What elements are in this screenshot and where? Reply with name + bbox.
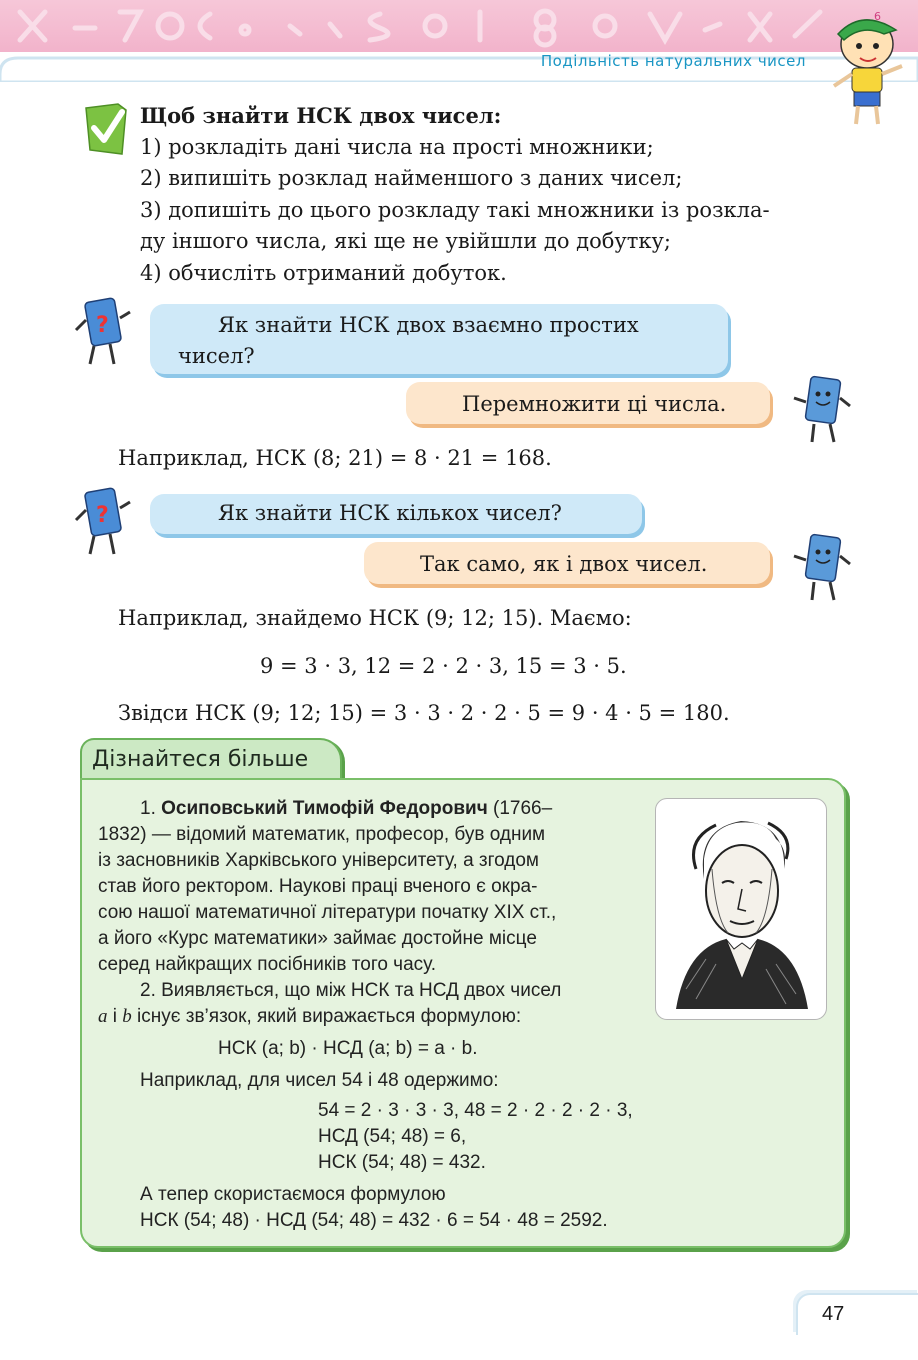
rule-step: 2) випишіть розклад найменшого з даних чисел; — [140, 166, 683, 190]
formula: НСК (a; b) · НСД (a; b) = a · b. — [218, 1038, 478, 1059]
header-band — [0, 0, 918, 52]
p1-number: 1. — [140, 798, 162, 819]
answer-bubble — [364, 542, 770, 584]
question-text: Як знайти НСК двох взаємно простих — [218, 313, 639, 337]
var-b: b — [122, 1006, 132, 1027]
factorization-line: 9 = 3 · 3, 12 = 2 · 2 · 3, 15 = 3 · 5. — [260, 654, 627, 678]
paragraph-line: став його ректором. Наукові праці вченого є окра- — [98, 876, 538, 897]
conclusion-line: А тепер скористаємося формулою — [140, 1184, 446, 1205]
word-and: і — [107, 1006, 123, 1027]
example-line: НСК (54; 48) = 432. — [318, 1152, 486, 1173]
example-line: НСД (54; 48) = 6, — [318, 1126, 467, 1147]
paragraph-line: серед найкращих посібників того часу. — [98, 954, 437, 975]
paragraph-line: а його «Курс математики» займає достойне місце — [98, 928, 537, 949]
question-bubble — [150, 494, 642, 534]
question-text: Як знайти НСК кількох чисел? — [218, 501, 562, 525]
paragraph-line: із засновників Харківського університету, а згодом — [98, 850, 539, 871]
page-number: 47 — [822, 1303, 845, 1325]
question-text: чисел? — [178, 344, 255, 368]
paragraph-line — [98, 1004, 521, 1030]
learn-more-title: Дізнайтеся більше — [92, 747, 309, 772]
p2-rest: існує зв’язок, який виражається формулою: — [131, 1006, 522, 1027]
var-a: a — [98, 1006, 108, 1027]
decorative-digits-pattern — [0, 0, 918, 52]
answer-text: Так само, як і двох чисел. — [420, 552, 708, 576]
rule-step: 1) розкладіть дані числа на прості множники; — [140, 134, 654, 159]
question-character-icon — [74, 484, 134, 560]
p1-years: (1766– — [487, 798, 553, 819]
learn-more-tab — [80, 738, 342, 780]
person-name: Осиповський Тимофій Федорович — [161, 798, 488, 819]
p1-first-line — [140, 796, 552, 822]
paragraph-line: 1832) — відомий математик, професор, був одним — [98, 824, 546, 845]
question-bubble — [150, 304, 728, 374]
paragraph-line: 2. Виявляється, що між НСК та НСД двох чисел — [140, 980, 562, 1001]
example-intro: Наприклад, для чисел 54 і 48 одержимо: — [140, 1070, 499, 1091]
answer-text: Перемножити ці числа. — [462, 392, 727, 416]
example-result: Звідси НСК (9; 12; 15) = 3 · 3 · 2 · 2 · 5 = 9 · 4 · 5 = 180. — [118, 701, 730, 725]
answer-character-icon — [790, 530, 854, 606]
svg-text:?: ? — [96, 503, 109, 528]
example-intro: Наприклад, знайдемо НСК (9; 12; 15). Маємо: — [118, 606, 632, 630]
chapter-title: Подільність натуральних чисел — [540, 52, 806, 70]
portrait-frame — [655, 798, 827, 1020]
answer-character-icon — [790, 372, 854, 448]
rule-box — [140, 100, 880, 289]
rule-step: 3) допишіть до цього розкладу такі множники із розкла- — [140, 197, 770, 222]
svg-text:?: ? — [96, 313, 109, 338]
paragraph-line: сою нашої математичної літератури початку XIX ст., — [98, 902, 557, 923]
conclusion-formula: НСК (54; 48) · НСД (54; 48) = 432 · 6 = 54 · 48 = 2592. — [140, 1210, 608, 1231]
question-character-icon — [74, 294, 134, 370]
answer-bubble — [406, 382, 770, 424]
example-text: Наприклад, НСК (8; 21) = 8 · 21 = 168. — [118, 446, 552, 470]
example-line: 54 = 2 · 3 · 3 · 3, 48 = 2 · 2 · 2 · 2 · 3, — [318, 1100, 633, 1121]
rule-title: Щоб знайти НСК двох чисел: — [140, 103, 502, 128]
green-checkmark-icon — [80, 98, 132, 158]
rule-step: ду іншого числа, які ще не увійшли до добутку; — [140, 229, 671, 253]
rule-step: 4) обчисліть отриманий добуток. — [140, 260, 507, 285]
badge-number: 6 — [874, 10, 881, 23]
portrait-engraving-icon — [656, 799, 826, 1019]
page-number-tab — [796, 1293, 918, 1335]
